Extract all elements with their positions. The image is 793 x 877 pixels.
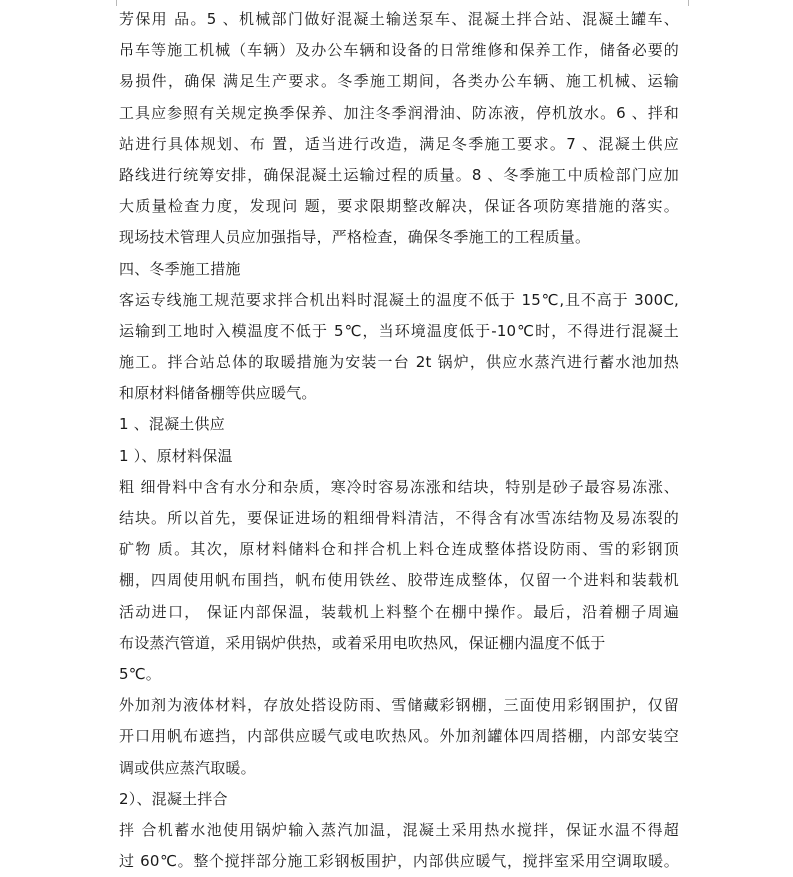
paragraph-line: 运输到工地时入模温度不低于 5℃，当环境温度低于-10℃时，不得进行混凝土 <box>119 321 679 340</box>
subsection-heading: 1 ）、原材料保温 <box>119 446 233 465</box>
paragraph-line: 芳保用 品。5 、机械部门做好混凝土输送泵车、混凝土拌合站、混凝土罐车、 <box>119 10 679 28</box>
paragraph-line: 活动进口， 保证内部保温，装载机上料整个在棚中操作。最后，沿着棚子周遍 <box>119 602 679 621</box>
paragraph-line: 过 60℃。整个搅拌部分施工彩钢板围护，内部供应暖气，搅拌室采用空调取暖。 <box>119 852 679 871</box>
paragraph-line: 工具应参照有关规定换季保养、加注冬季润滑油、防冻液，停机放水。6 、拌和 <box>119 103 679 122</box>
paragraph-line: 和原材料储备棚等供应暖气。 <box>119 384 317 403</box>
paragraph-line: 路线进行统筹安排，确保混凝土运输过程的质量。8 、冬季施工中质检部门应加 <box>119 165 679 184</box>
paragraph-line: 5℃。 <box>119 664 161 683</box>
subsection-heading: 1 、混凝土供应 <box>119 415 225 434</box>
paragraph-line: 布设蒸汽管道，采用锅炉供热，或着采用电吹热风，保证棚内温度不低于 <box>119 633 606 652</box>
subsection-heading: 2）、混凝土拌合 <box>119 789 228 808</box>
margin-mark-top-left <box>106 0 117 6</box>
paragraph-line: 吊车等施工机械（车辆）及办公车辆和设备的日常维修和保养工作，储备必要的 <box>119 41 679 60</box>
margin-mark-top-right <box>688 0 699 6</box>
paragraph-line: 外加剂为液体材料，存放处搭设防雨、雪储藏彩钢棚，三面使用彩钢围护，仅留 <box>119 696 679 715</box>
document-body <box>119 4 679 877</box>
paragraph-line: 大质量检查力度，发现问 题，要求限期整改解决，保证各项防寒措施的落实。 <box>119 197 679 216</box>
paragraph-line: 结块。所以首先，要保证进场的粗细骨料清洁，不得含有冰雪冻结物及易冻裂的 <box>119 509 679 527</box>
paragraph-line: 拌 合机蓄水池使用锅炉输入蒸汽加温，混凝土采用热水搅拌，保证水温不得超 <box>119 820 679 839</box>
paragraph-line: 粗 细骨料中含有水分和杂质，寒冷时容易冻涨和结块，特别是砂子最容易冻涨、 <box>119 477 679 496</box>
paragraph-line: 客运专线施工规范要求拌合机出料时混凝土的温度不低于 15℃,且不高于 300C, <box>119 290 679 309</box>
paragraph-line: 矿物 质。其次，原材料储料仓和拌合机上料仓连成整体搭设防雨、雪的彩钢顶 <box>119 540 679 559</box>
paragraph-line: 施工。拌合站总体的取暖措施为安装一台 2t 锅炉，供应水蒸汽进行蓄水池加热 <box>119 353 679 372</box>
paragraph-line: 调或供应蒸汽取暖。 <box>119 758 256 777</box>
paragraph-line: 开口用帆布遮挡，内部供应暖气或电吹热风。外加剂罐体四周搭棚，内部安装空 <box>119 727 679 746</box>
paragraph-line: 站进行具体规划、布 置，适当进行改造，满足冬季施工要求。7 、混凝土供应 <box>119 134 679 153</box>
paragraph-line: 现场技术管理人员应加强指导，严格检查，确保冬季施工的工程质量。 <box>119 228 591 247</box>
paragraph-line: 棚，四周使用帆布围挡，帆布使用铁丝、胶带连成整体，仅留一个进料和装载机 <box>119 571 679 590</box>
paragraph-line: 易损件，确保 满足生产要求。冬季施工期间，各类办公车辆、施工机械、运输 <box>119 72 679 91</box>
section-heading: 四、冬季施工措施 <box>119 259 241 278</box>
